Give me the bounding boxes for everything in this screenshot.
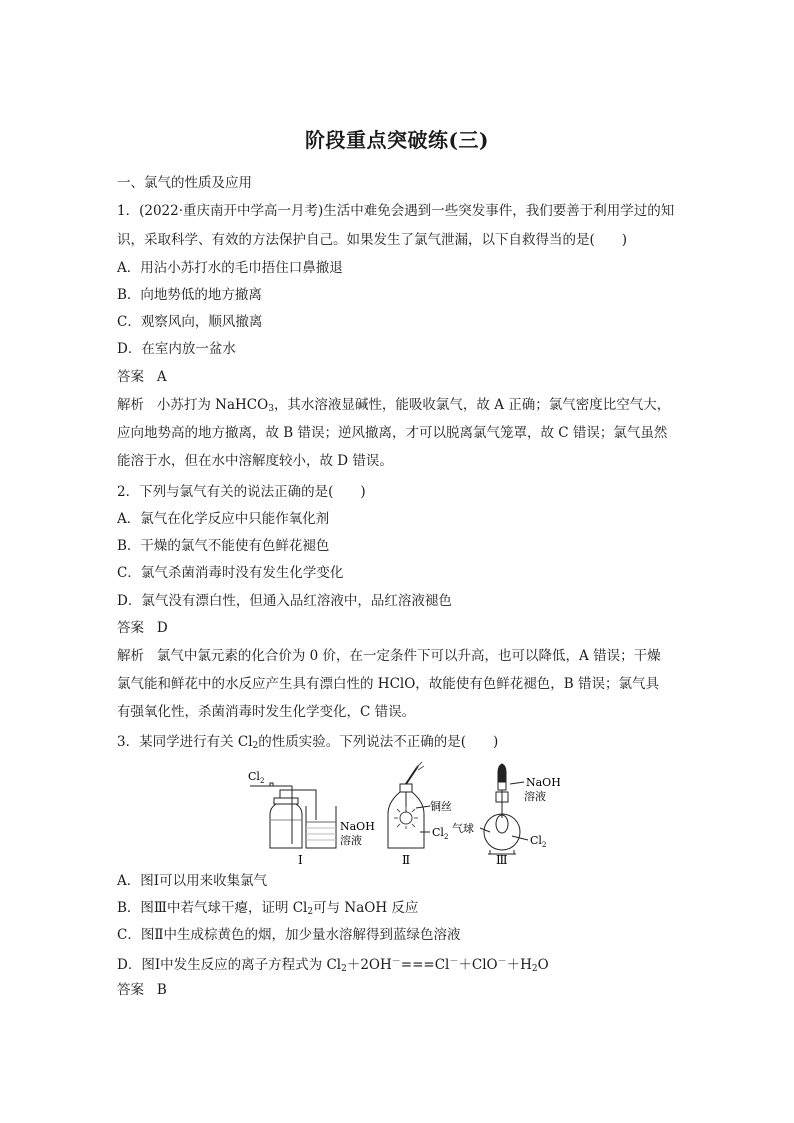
- label-cl2-bottle: $Cl_2$: [432, 826, 449, 841]
- option-text: ===Cl: [400, 957, 450, 973]
- subscript: 2: [341, 964, 347, 974]
- label-cl2-flask: $Cl_2$: [530, 834, 547, 849]
- q1-option-b: B．向地势低的地方撤离: [117, 287, 262, 303]
- stem-text: 3．某同学进行有关 Cl: [117, 734, 253, 750]
- subscript: 2: [531, 964, 538, 974]
- apparatus-diagram: [240, 758, 560, 868]
- figure-label-3: Ⅲ: [496, 853, 508, 867]
- q3-answer: [117, 981, 167, 999]
- q2-option-c: C．氯气杀菌消毒时没有发生化学变化: [117, 565, 344, 581]
- option-text: 可与 NaOH 反应: [313, 900, 419, 916]
- analysis-text: ，其水溶液显碱性，能吸收氯气，故 A 正确；氯气密度比空气大，: [273, 397, 671, 413]
- label-naoh-1: NaOH: [340, 820, 375, 833]
- subscript: 3: [268, 404, 274, 414]
- superscript: －: [391, 957, 401, 967]
- answer-value: D: [156, 620, 168, 636]
- q1-answer: [117, 368, 167, 386]
- subscript: 2: [252, 741, 259, 751]
- apparatus-figure: [240, 758, 560, 868]
- label-copper-wire: 铜丝: [430, 800, 452, 813]
- page-title: 阶段重点突破练(三): [305, 128, 489, 152]
- q2-option-a: A．氯气在化学反应中只能作氧化剂: [117, 511, 330, 527]
- option-text: ＋H: [506, 957, 532, 973]
- q1-stem-line2: 识，采取科学、有效的方法保护自己。如果发生了氯气泄漏，以下自救得当的是( ): [117, 232, 628, 248]
- subscript: 2: [307, 907, 314, 917]
- answer-label: 答案: [117, 369, 144, 385]
- q3-option-d: [117, 953, 549, 978]
- label-balloon: 气球: [452, 822, 474, 835]
- q2-analysis-line1: [117, 647, 661, 665]
- q1-option-a: A．用沾小苏打水的毛巾捂住口鼻撤退: [117, 260, 343, 276]
- option-text: B．图Ⅲ中若气球干瘪，证明 Cl: [117, 900, 308, 916]
- q2-option-b: B．干燥的氯气不能使有色鲜花褪色: [117, 538, 330, 554]
- label-naoh-3: NaOH: [526, 776, 560, 789]
- stem-text: 的性质实验。下列说法不正确的是( ): [258, 734, 499, 750]
- q2-answer: [117, 619, 168, 637]
- q3-option-c: C．图Ⅱ中生成棕黄色的烟，加少量水溶解得到蓝绿色溶液: [117, 927, 461, 943]
- q2-stem: 2．下列与氯气有关的说法正确的是( ): [117, 484, 366, 500]
- answer-label: 答案: [117, 982, 144, 998]
- label-solution-3: 溶液: [524, 790, 546, 803]
- q2-analysis-line3: 有强氧化性，杀菌消毒时发生化学变化，C 错误。: [117, 704, 416, 720]
- option-text: ＋2OH: [346, 957, 392, 973]
- option-text: ＋ClO: [458, 957, 498, 973]
- figure-label-1: Ⅰ: [298, 853, 303, 867]
- superscript: －: [449, 957, 459, 967]
- section-heading: 一、氯气的性质及应用: [117, 175, 252, 191]
- q3-option-a: A．图Ⅰ可以用来收集氯气: [117, 873, 268, 889]
- q3-option-b: [117, 899, 418, 921]
- option-text: O: [537, 957, 549, 973]
- option-text: D．图Ⅰ中发生反应的离子方程式为 Cl: [117, 957, 342, 973]
- analysis-text: 氯气中氯元素的化合价为 0 价，在一定条件下可以升高，也可以降低，A 错误；干燥: [156, 648, 661, 664]
- answer-value: A: [156, 369, 167, 385]
- answer-value: B: [156, 982, 167, 998]
- q3-stem: [117, 733, 498, 755]
- superscript: －: [497, 957, 507, 967]
- q1-analysis-line1: [117, 396, 670, 418]
- label-solution-1: 溶液: [340, 834, 362, 847]
- analysis-label: 解析: [117, 648, 144, 664]
- figure-label-2: Ⅱ: [402, 853, 411, 867]
- q1-option-d: D．在室内放一盆水: [117, 341, 236, 357]
- analysis-label: 解析: [117, 397, 144, 413]
- answer-label: 答案: [117, 620, 144, 636]
- analysis-text: 小苏打为 NaHCO: [156, 397, 269, 413]
- q1-analysis-line3: 能溶于水，但在水中溶解度较小，故 D 错误。: [117, 453, 393, 469]
- q1-stem-line1: 1．(2022·重庆南开中学高一月考)生活中难免会遇到一些突发事件，我们要善于利用学过的知: [117, 203, 675, 219]
- q1-option-c: C．观察风向，顺风撤离: [117, 314, 263, 330]
- q2-analysis-line2: 氯气能和鲜花中的水反应产生具有漂白性的 HClO，故能使有色鲜花褪色，B 错误；氯气具: [117, 676, 659, 692]
- label-cl2-inlet: $Cl_2$: [248, 770, 265, 785]
- q1-analysis-line2: 应向地势高的地方撤离，故 B 错误；逆风撤离，才可以脱离氯气笼罩，故 C 错误；氯气虽然: [117, 425, 668, 441]
- q2-option-d: D．氯气没有漂白性，但通入品红溶液中，品红溶液褪色: [117, 593, 452, 609]
